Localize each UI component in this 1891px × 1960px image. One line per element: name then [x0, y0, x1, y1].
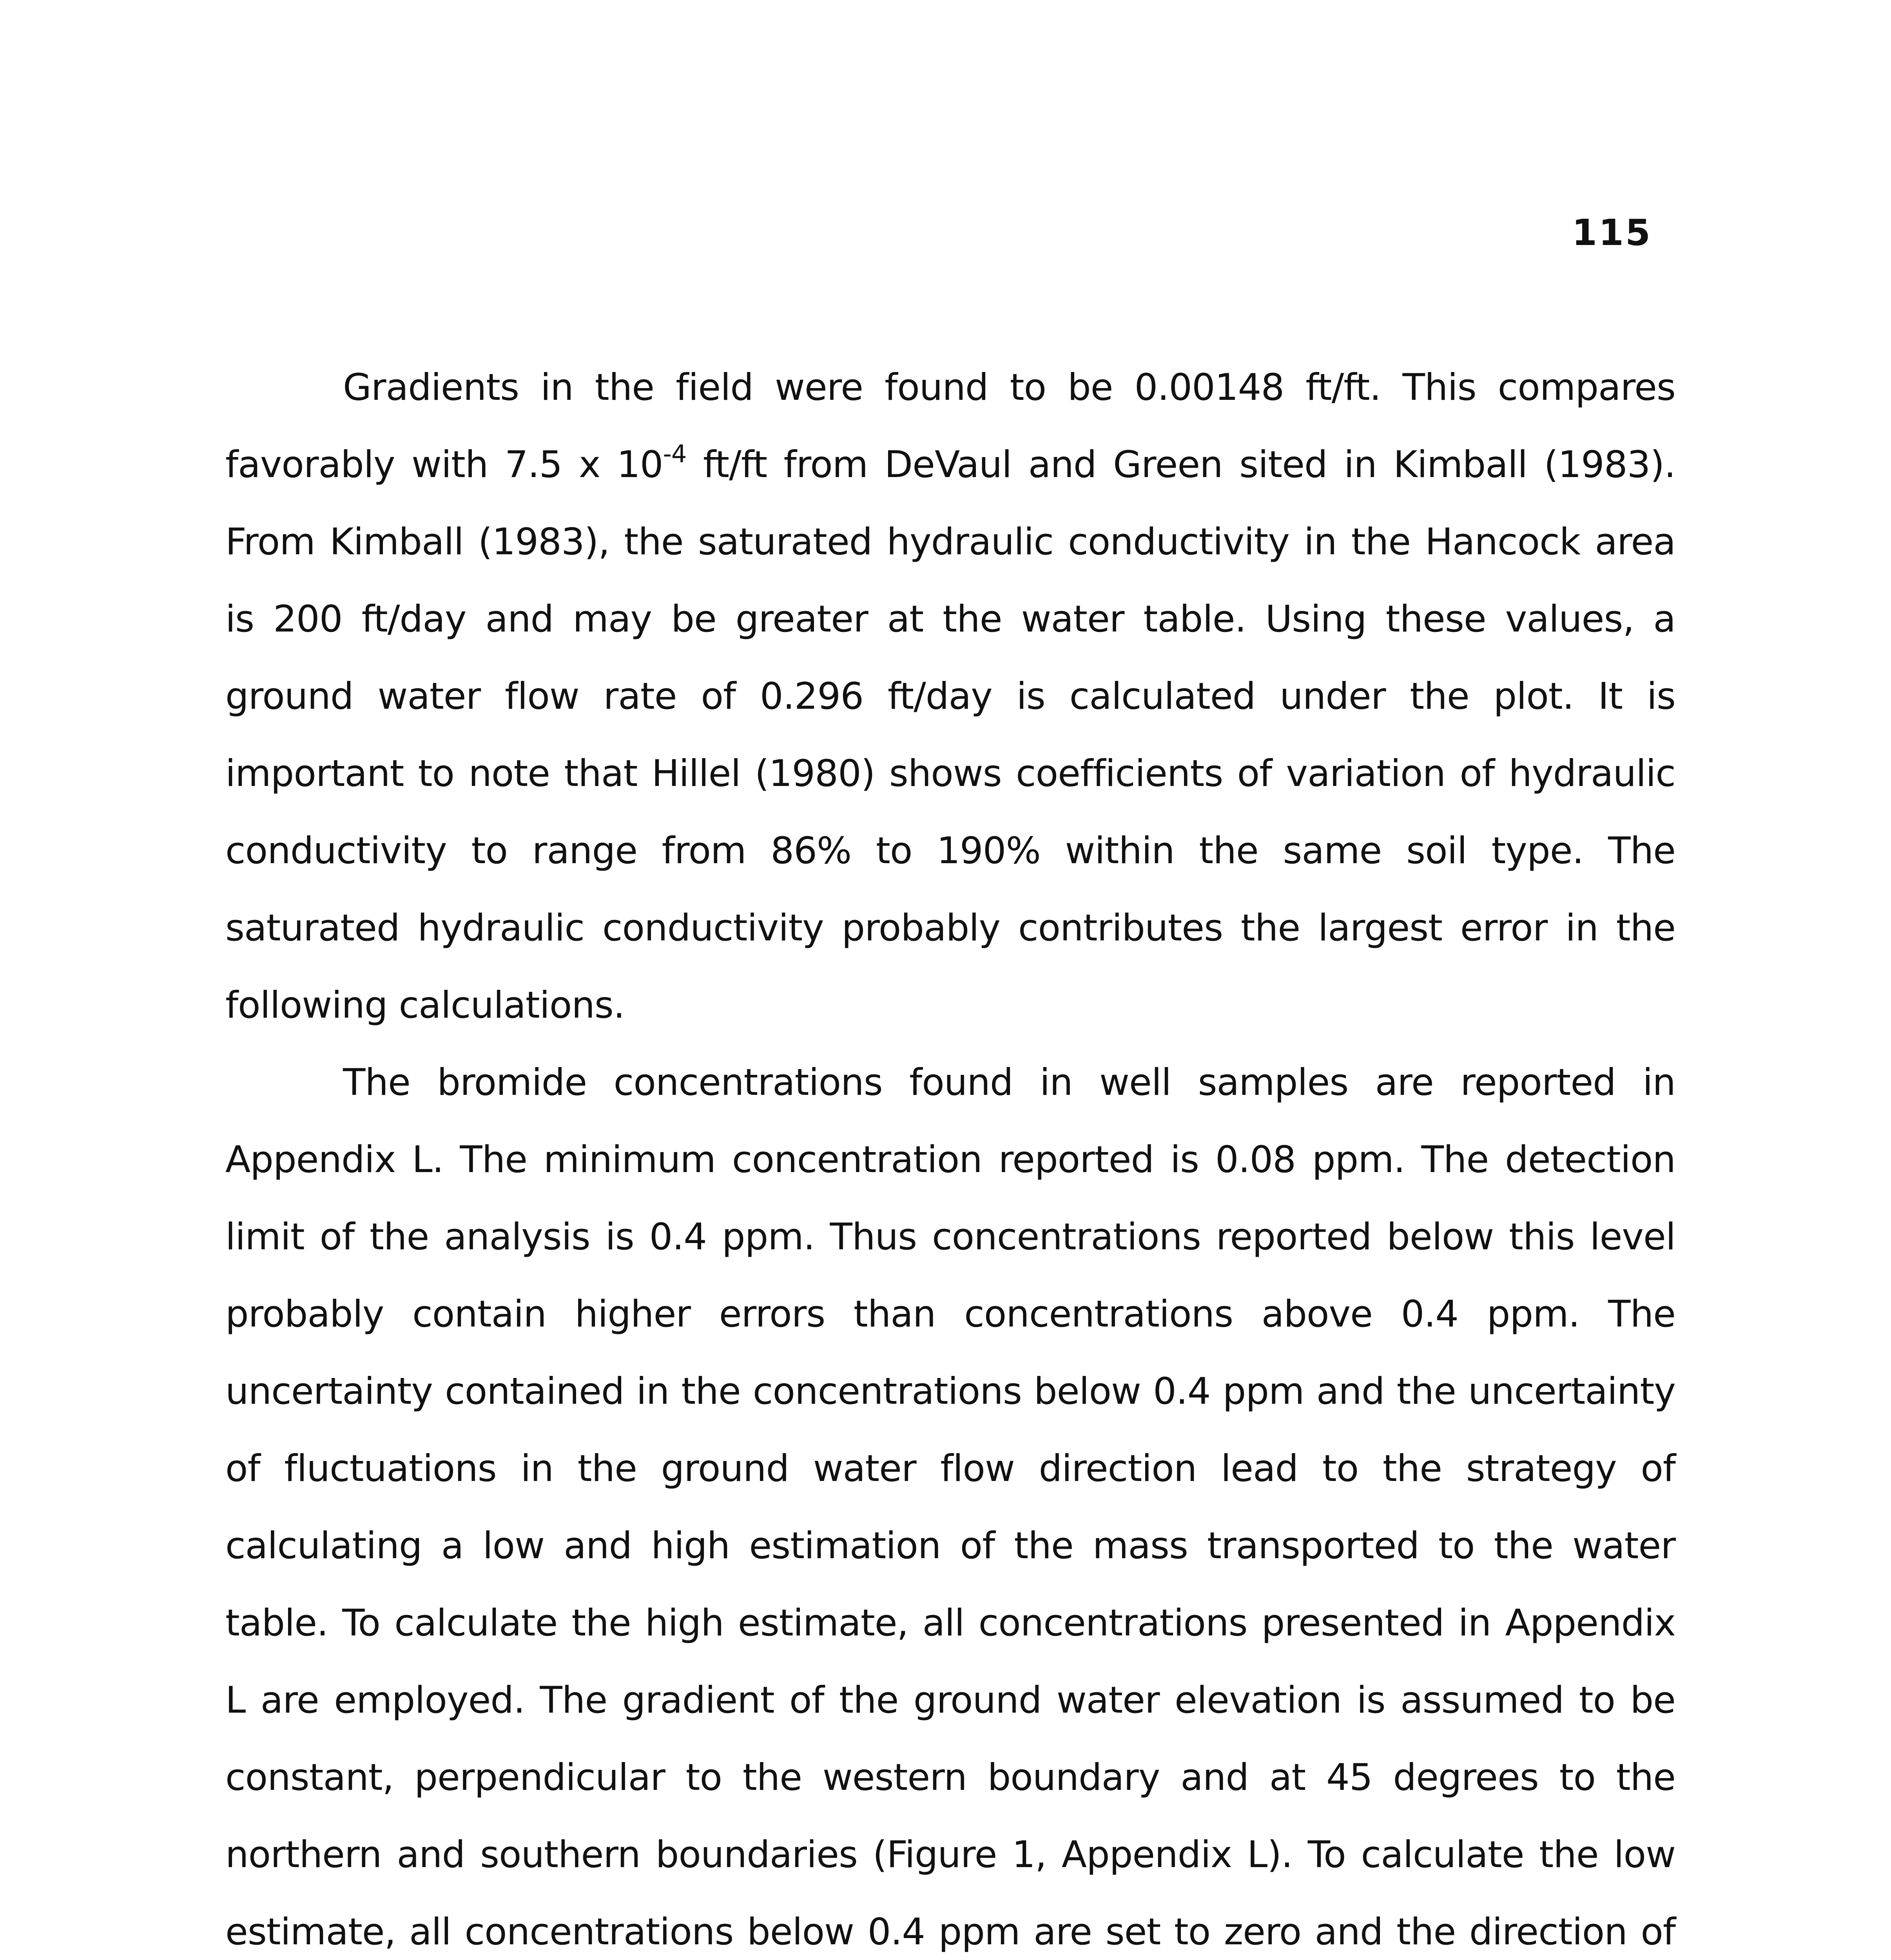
paragraph-bromide-concentrations: The bromide concentrations found in well samples are reported in Appendix L. The minimum concentration reported is 0.08 ppm. The detection limit of the analysis is 0.4 ppm. Thus concentrations reported below this level probably contain higher errors than concentrations above 0.4 ppm. The uncertainty contained in the concentrations below 0.4 ppm and the uncertainty of fluctuations in the ground water flow direction lead to the strategy of calculating a low and high estimation of the mass transported to the water table. To calculate the high estimate, all concentrations presented in Appendix L are employed. The gradient of the ground water elevation is assumed to be constant, perpendicular to the western boundary and at 45 degrees to the northern and southern boundaries (Figure 1, Appendix L). To calculate the low estimate, all concentrations below 0.4 ppm are set to zero and the direction of: [225, 1061, 1675, 1953]
paragraph-gradients: [225, 349, 1675, 1044]
paragraph-gradients-text-end: ft/ft from DeVaul and Green sited in Kimball (1983). From Kimball (1983), the saturated hydraulic conductivity in the Hancock area is 200 ft/day and may be greater at the water table. Using these values, a ground water flow rate of 0.296 ft/day is calculated under the plot. It is important to note that Hillel (1980) shows coefficients of variation of hydraulic conductivity to range from 86% to 190% within the same soil type. The saturated hydraulic conductivity probably contributes the largest error in the following calculations.: [225, 443, 1676, 1027]
paragraph-gradients-text-start: Gradients in the field were found to be 0.00148 ft/ft. This compares favorably with 7.5 x 10: [225, 366, 1675, 486]
exponent: -4: [663, 439, 687, 468]
page-number: 115: [1572, 212, 1652, 254]
body-text: [225, 349, 1675, 1960]
